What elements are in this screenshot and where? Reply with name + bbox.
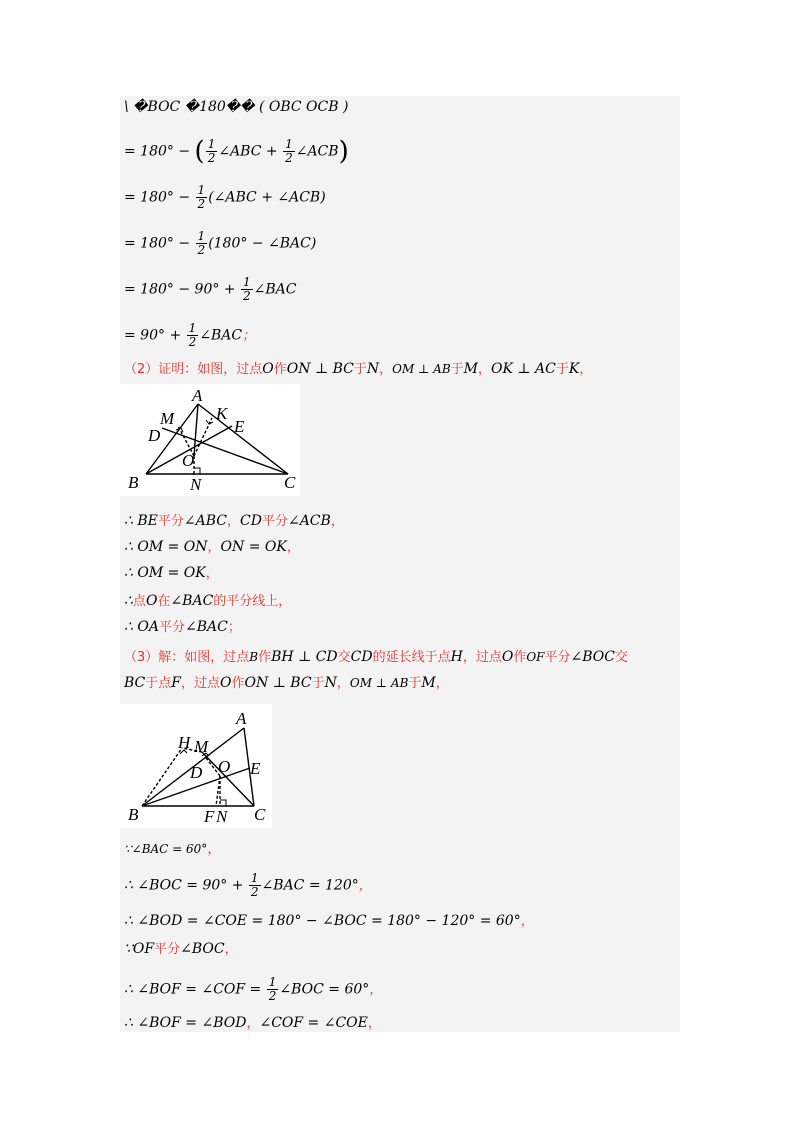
fig2-label-O: O [218, 757, 231, 776]
part2-intro: （2）证明：如图，过点O作ON ⊥ BC于N，OM ⊥ AB于M，OK ⊥ AC于K， [124, 361, 593, 377]
fig2-label-H: H [178, 733, 191, 752]
proof-line-3: = 180° − $\frac{1}{2}$ (∠ABC + ∠ACB) [124, 183, 326, 211]
fig1-label-K: K [216, 404, 228, 423]
part3-step-6: ∴ ∠BOF = ∠BOD，∠COF = ∠COE， [124, 1015, 381, 1031]
figure-2-svg [120, 704, 272, 828]
fig2-label-M: M [194, 737, 209, 756]
proof-line-1: \ �BOC �180�� ( OBC OCB ) [124, 99, 349, 115]
fig1-label-E: E [234, 417, 245, 436]
part3-step-3: ∴ ∠BOD = ∠COE = 180° − ∠BOC = 180° − 120° = 60°， [124, 913, 534, 929]
part2-step-2: ∴ OM = ON，ON = OK， [124, 539, 300, 555]
fig1-label-O: O [182, 451, 195, 470]
part3-intro-line-1: （3）解：如图，过点B作BH ⊥ CD交CD的延长线于点H，过点O作OF平分∠BOC交 [124, 649, 628, 665]
fig2-label-D: D [190, 763, 203, 782]
fig1-label-M: M [160, 409, 175, 428]
part3-intro-line-2: BC于点F，过点O作ON ⊥ BC于N，OM ⊥ AB于M， [124, 675, 449, 691]
part2-step-5: ∴ OA平分∠BAC； [124, 619, 241, 635]
proof-line-4: = 180° − $\frac{1}{2}$ (180° − ∠BAC) [124, 229, 317, 257]
fig2-label-N: N [216, 807, 228, 826]
part3-step-1: ∵∠BAC = 60°， [124, 842, 221, 857]
part3-step-4: ∵OF平分∠BOC， [124, 941, 238, 957]
fig1-label-D: D [148, 426, 161, 445]
part3-step-5: ∴ ∠BOF = ∠COF = $\frac{1}{2}$ ∠BOC = 60°， [124, 975, 383, 1003]
fig2-label-F: F [204, 807, 215, 826]
fig1-label-B: B [128, 473, 139, 492]
fig2-label-E: E [250, 759, 261, 778]
part2-step-4: ∴点O在∠BAC的平分线上， [124, 593, 292, 609]
part2-step-3: ∴ OM = OK， [124, 565, 219, 581]
proof-line-2: = 180° − ( $\frac{1}{2}$ ∠ABC + $\frac{1}{2}$ ∠ACB) [124, 136, 349, 167]
part2-step-1: ∴ BE平分∠ABC，CD平分∠ACB， [124, 513, 344, 529]
fig2-label-A: A [236, 709, 247, 728]
fig1-label-N: N [190, 475, 202, 494]
fig2-label-B: B [128, 805, 139, 824]
figure-2 [120, 704, 272, 828]
figure-1-svg [120, 384, 300, 496]
figure-1 [120, 384, 300, 496]
part3-step-2: ∴ ∠BOC = 90° + $\frac{1}{2}$ ∠BAC = 120°， [124, 871, 372, 899]
proof-line-6: = 90° + $\frac{1}{2}$ ∠BAC； [124, 321, 256, 349]
fig2-label-C: C [254, 805, 266, 824]
proof-line-5: = 180° − 90° + $\frac{1}{2}$ ∠BAC [124, 275, 297, 303]
fig1-label-A: A [192, 386, 203, 405]
fig1-label-C: C [284, 473, 296, 492]
